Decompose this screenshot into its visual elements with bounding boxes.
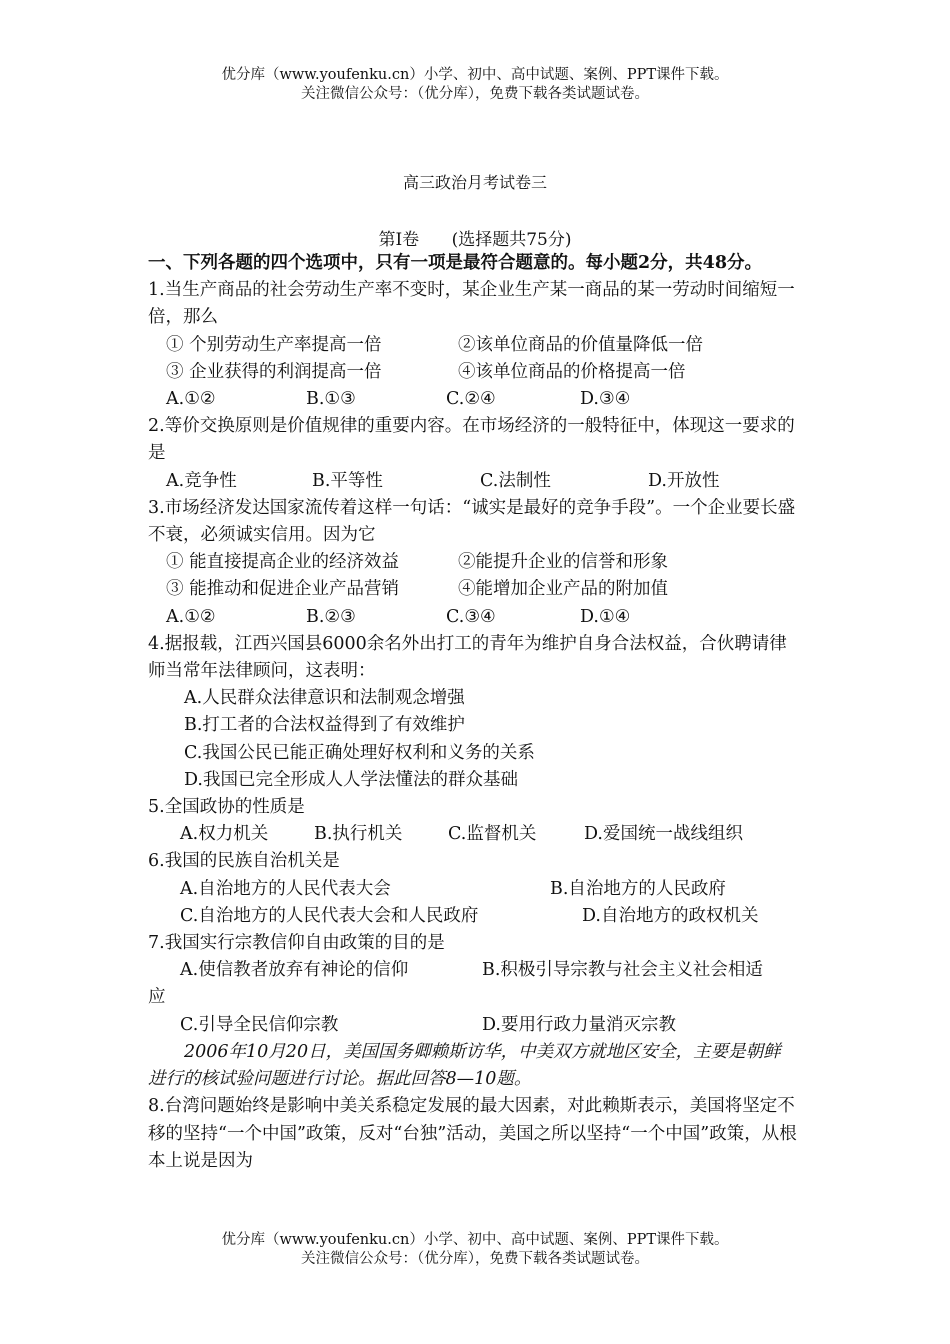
question-7-options-row-2	[148, 1012, 798, 1039]
header-line-1: 优分库（www.youfenku.cn）小学、初中、高中试题、案例、PPT课件下载。	[221, 67, 729, 83]
statement: ① 能直接提高企业的经济效益	[166, 552, 400, 573]
page-footer	[0, 1231, 950, 1269]
question-8-stem-part-2: 所	[551, 1123, 569, 1144]
exam-title: 高三政治月考试卷三	[402, 173, 547, 192]
option-a: A.人民群众法律意识和法制观念增强	[184, 688, 465, 709]
option-c: C.引导全民信仰宗教	[180, 1014, 339, 1035]
question-3-stem: 3.市场经济发达国家流传着这样一句话：“诚实是最好的竞争手段”。一个企业要长盛不衰，必须诚实信用。因为它	[148, 497, 796, 546]
question-3-options	[148, 604, 798, 631]
option-d: D.①④	[580, 606, 631, 627]
option-a: A.权力机关	[180, 824, 269, 845]
option-b: B.①③	[306, 389, 356, 410]
question-8-stem-part-1: 8.台湾问题始终是影响中美关系稳定发展的最大因素，对此赖斯表示，美国将坚定不移的坚持“一个中国”政策，反对“台独”活动，美国	[148, 1096, 795, 1144]
question-2-options	[148, 468, 798, 495]
option-a: A.竞争性	[166, 470, 237, 491]
option-c: C.法制性	[480, 470, 551, 491]
question-7-options-row-1	[148, 957, 798, 984]
footer-line-1: 优分库（www.youfenku.cn）小学、初中、高中试题、案例、PPT课件下载。	[221, 1232, 729, 1248]
option-d: D.自治地方的政权机关	[582, 905, 759, 926]
statement: ④该单位商品的价格提高一倍	[458, 361, 686, 382]
section-heading: 一、下列各题的四个选项中，只有一项是最符合题意的。每小题2分，共48分。	[148, 253, 763, 273]
question-1-statements-row-2	[148, 359, 798, 386]
option-a: A.自治地方的人民代表大会	[180, 878, 391, 899]
footer-line-2: 关注微信公众号：（优分库），免费下载各类试题试卷。	[301, 1251, 649, 1267]
volume-heading: 第Ⅰ卷 (选择题共75分)	[378, 230, 572, 250]
option-b: B.打工者的合法权益得到了有效维护	[184, 715, 465, 736]
question-8-stem	[148, 1093, 798, 1175]
question-6-stem: 6.我国的民族自治机关是	[148, 851, 340, 872]
option-b: B.自治地方的人民政府	[550, 878, 726, 899]
option-d: D.爱国统一战线组织	[584, 824, 743, 845]
statement: ②能提升企业的信誉和形象	[458, 552, 668, 573]
emphasis-char: 之	[533, 1123, 552, 1144]
option-b: B.平等性	[312, 470, 383, 491]
option-b: B.执行机关	[314, 824, 403, 845]
option-c: C.自治地方的人民代表大会和人民政府	[180, 905, 479, 926]
option-a: A.使信教者放弃有神论的信仰	[180, 960, 409, 981]
statement: ① 个别劳动生产率提高一倍	[166, 334, 382, 355]
statement: ②该单位商品的价值量降低一倍	[458, 334, 703, 355]
question-6-options-row-2	[148, 903, 798, 930]
question-1-stem: 1.当生产商品的社会劳动生产率不变时，某企业生产某一商品的某一劳动时间缩短一倍，那么	[148, 280, 795, 328]
option-d: D.开放性	[648, 470, 720, 491]
question-7-stem: 7.我国实行宗教信仰自由政策的目的是	[148, 933, 445, 954]
option-c: C.监督机关	[448, 824, 537, 845]
header-line-2: 关注微信公众号：（优分库），免费下载各类试题试卷。	[301, 86, 649, 102]
emphasis-char: 以	[568, 1123, 587, 1144]
reading-material: 2006年10月20日，美国国务卿赖斯访华，中美双方就地区安全，主要是朝鲜进行的核试验问题进行讨论。据此回答8—10题。	[148, 1041, 781, 1090]
option-a: A.①②	[166, 606, 216, 627]
option-c: C.③④	[446, 606, 496, 627]
question-8-stem-part-3: 坚持“一个中国”政策，从根本上说是因为	[148, 1123, 797, 1171]
statement: ④能增加企业产品的附加值	[458, 579, 668, 600]
question-1-statements-row-1	[148, 332, 798, 359]
statement: ③ 企业获得的利润提高一倍	[166, 361, 382, 382]
page-header	[0, 66, 950, 104]
question-2-stem: 2.等价交换原则是价值规律的重要内容。在市场经济的一般特征中，体现这一要求的是	[148, 416, 795, 464]
question-4-stem: 4.据报载，江西兴国县6000余名外出打工的青年为维护自身合法权益，合伙聘请律师当常年法律顾问，这表明：	[148, 633, 787, 682]
question-6-options-row-1	[148, 876, 798, 903]
exam-body	[148, 250, 798, 1175]
question-5-stem: 5.全国政协的性质是	[148, 797, 305, 818]
option-b: B.②③	[306, 606, 356, 627]
option-b-continuation: 应	[148, 987, 166, 1008]
option-d: D.我国已完全形成人人学法懂法的群众基础	[184, 769, 518, 790]
option-c: C.我国公民已能正确处理好权利和义务的关系	[184, 742, 535, 763]
option-c: C.②④	[446, 389, 496, 410]
statement: ③ 能推动和促进企业产品营销	[166, 579, 400, 600]
question-5-options	[148, 821, 798, 848]
option-d: D.③④	[580, 389, 631, 410]
question-1-options	[148, 386, 798, 413]
question-3-statements-row-1	[148, 549, 798, 576]
option-a: A.①②	[166, 389, 216, 410]
option-b: B.积极引导宗教与社会主义社会相适	[482, 960, 763, 981]
question-3-statements-row-2	[148, 576, 798, 603]
option-d: D.要用行政力量消灭宗教	[482, 1014, 676, 1035]
